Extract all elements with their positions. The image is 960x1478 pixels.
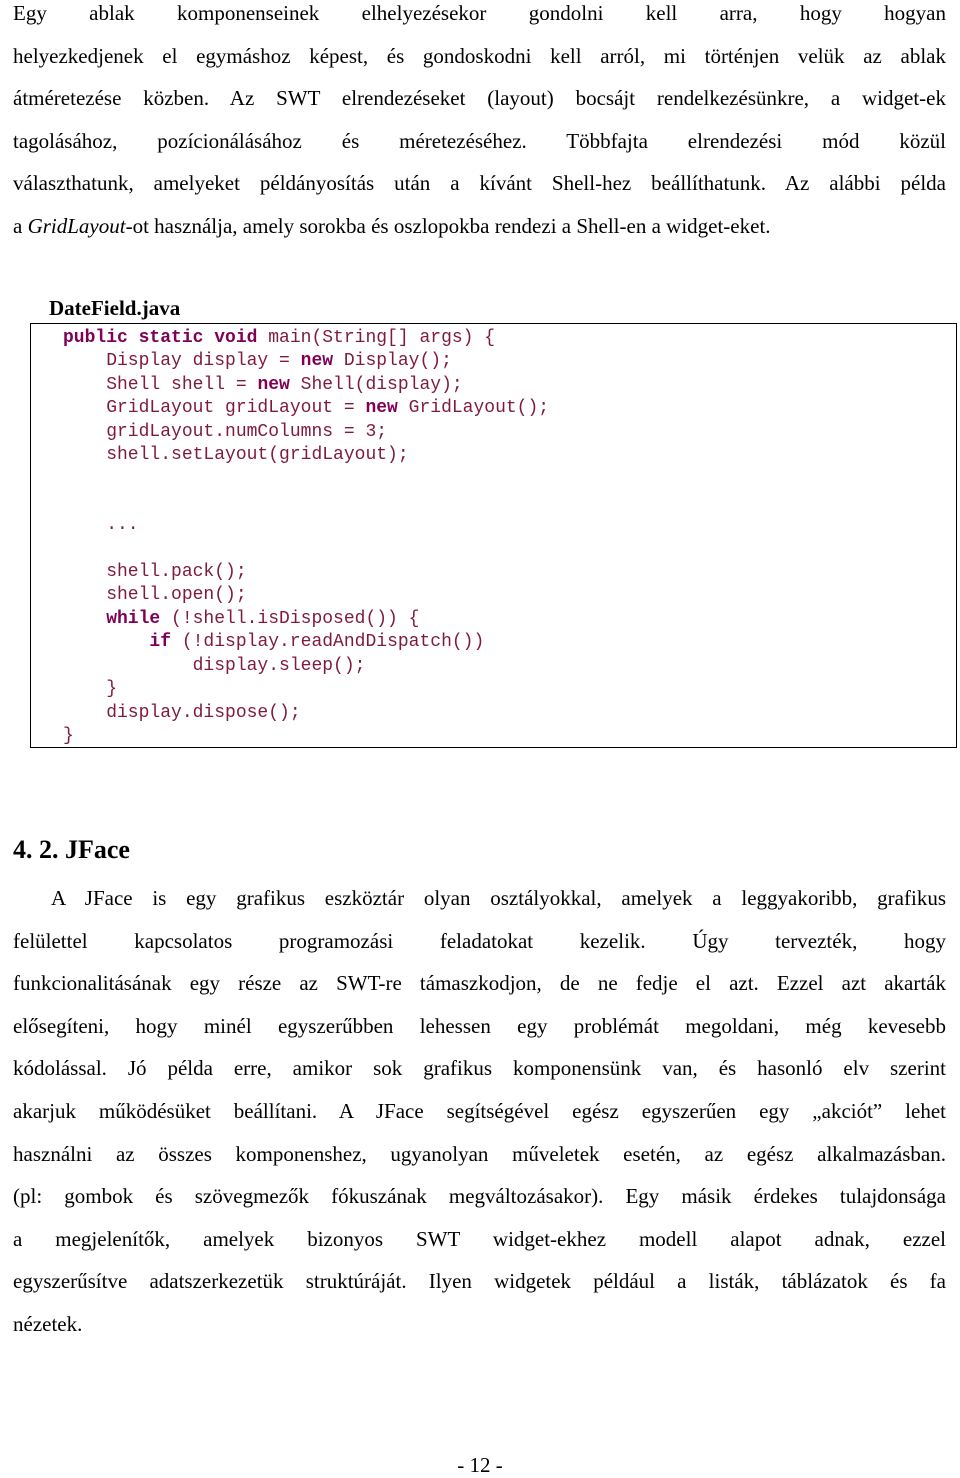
jface-line: funkcionalitásának egy része az SWT-re támaszkodjon, de ne fedje el azt. Ezzel azt akarták <box>13 971 946 996</box>
code-line <box>63 445 409 465</box>
intro-line: helyezkedjenek el egymáshoz képest, és gondoskodni kell arról, mi történjen velük az ablak <box>13 43 946 68</box>
jface-line: nézetek. <box>13 1311 83 1336</box>
jface-line: a megjelenítők, amelyek bizonyos SWT widget-ekhez modell alapot adnak, ezzel <box>13 1226 946 1251</box>
page-number: - 12 - <box>457 1453 503 1477</box>
code-line <box>63 609 419 629</box>
code-line <box>63 632 484 652</box>
jface-line: A JFace is egy grafikus eszköztár olyan osztályokkal, amelyek a leggyakoribb, grafikus <box>51 886 946 910</box>
intro-line: választhatunk, amelyeket példányosítás után a kívánt Shell-hez beállíthatunk. Az alábbi példa <box>13 171 946 196</box>
intro-line: átméretezése közben. Az SWT elrendezéseket (layout) bocsájt rendelkezésünkre, a widget-ek <box>13 86 946 111</box>
code-text: (!display.readAndDispatch()) <box>171 632 485 653</box>
code-keyword: while <box>63 608 161 629</box>
intro-last-line-suffix: -ot használja, amely sorokba és oszlopokba rendezi a Shell-en a widget-eket. <box>125 213 771 238</box>
code-text: Shell shell = <box>63 374 258 395</box>
code-keyword: public static void <box>63 328 258 348</box>
code-line <box>63 726 74 746</box>
intro-last-line-prefix: a <box>13 213 28 238</box>
gridlayout-term: GridLayout <box>27 213 126 238</box>
code-line <box>63 375 463 395</box>
code-line <box>63 562 247 582</box>
code-text: Display display = <box>63 351 301 372</box>
code-listing <box>63 327 549 748</box>
jface-line: akarjuk működésüket beállítani. A JFace segítségével egész egyszerűen egy „akciót” lehet <box>13 1098 946 1123</box>
code-text: Shell(display); <box>289 374 463 395</box>
section-heading: 4. 2. JFace <box>13 835 130 864</box>
code-keyword: new <box>257 374 290 395</box>
code-text: GridLayout(); <box>397 398 550 419</box>
jface-line: (pl: gombok és szövegmezők fókuszának megváltozásakor). Egy másik érdekes tulajdonsága <box>13 1184 946 1209</box>
intro-line <box>13 205 946 248</box>
jface-line: egyszerűsítve adatszerkezetük struktúráját. Ilyen widgetek például a listák, táblázatok és fa <box>13 1269 946 1294</box>
code-keyword: new <box>365 398 398 419</box>
code-text: ... <box>63 515 139 536</box>
code-line <box>63 351 452 371</box>
code-text: } <box>63 679 118 700</box>
intro-line: Egy ablak komponenseinek elhelyezésekor gondolni kell arra, hogy hogyan <box>13 1 946 25</box>
code-text: Display(); <box>333 351 452 372</box>
code-keyword: if <box>63 632 172 653</box>
jface-paragraph <box>13 877 946 1346</box>
code-text: shell.open(); <box>63 585 247 606</box>
intro-paragraph <box>13 0 946 248</box>
code-text: shell.pack(); <box>63 562 247 583</box>
code-example-title: DateField.java <box>49 296 181 320</box>
code-text: shell.setLayout(gridLayout); <box>63 445 409 466</box>
code-line <box>63 515 139 535</box>
jface-line: használni az összes komponenshez, ugyanolyan műveletek esetén, az egész alkalmazásban. <box>13 1141 946 1166</box>
intro-line: tagolásához, pozícionálásához és méretezéséhez. Többfajta elrendezési mód közül <box>13 128 946 153</box>
code-text: display.sleep(); <box>63 655 366 676</box>
jface-line: felülettel kapcsolatos programozási feladatokat kezelik. Úgy tervezték, hogy <box>13 928 946 953</box>
code-line <box>63 398 549 418</box>
code-example-box <box>30 323 957 748</box>
code-line <box>63 585 247 605</box>
jface-line: elősegíteni, hogy minél egyszerűbben lehessen egy problémát megoldani, még kevesebb <box>13 1013 946 1038</box>
code-text: GridLayout gridLayout = <box>63 398 366 419</box>
code-line <box>63 328 495 348</box>
code-text: gridLayout.numColumns = 3; <box>63 421 388 442</box>
code-line <box>63 679 117 699</box>
code-text: (!shell.isDisposed()) { <box>160 608 420 629</box>
code-keyword: new <box>300 351 334 372</box>
code-text: } <box>63 725 74 746</box>
code-line <box>63 703 301 723</box>
code-text: display.dispose(); <box>63 702 301 723</box>
code-line <box>63 422 387 442</box>
jface-line: kódolással. Jó példa erre, amikor sok grafikus komponensünk van, és hasonló elv szerint <box>13 1056 946 1081</box>
code-line <box>63 656 365 676</box>
code-text: main(String[] args) { <box>257 328 496 348</box>
